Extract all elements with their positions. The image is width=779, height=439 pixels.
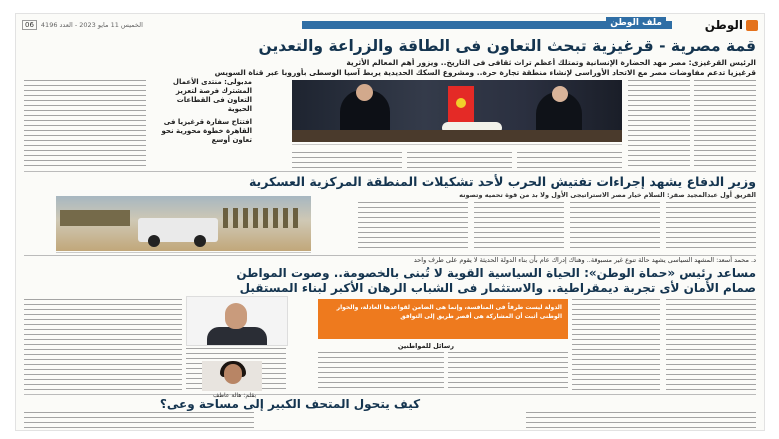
story2-text-column <box>666 202 756 252</box>
story1-text-column <box>517 152 622 170</box>
story3-text-column <box>572 299 660 391</box>
story1-deck-line1: الرئيس القرغيزى: مصر مهد الحضارة الإنسانية وتمتلك أعظم تراث ثقافى فى التاريخ.. ويزور أهم المعالم الأثرية <box>346 58 756 67</box>
military-inspection-photo <box>56 196 311 251</box>
photo-pickup-truck <box>138 218 218 242</box>
page-number: 06 <box>22 20 37 30</box>
portrait-face <box>225 303 247 329</box>
story1-deck-line2: قرغيزيا تدعم مفاوضات مصر مع الاتحاد الأوراسى لإنشاء منطقة تجارة حرة.. ومشروع السكك الحديدية يربط آسيا الوسطى بأوروبا عبر قناة السويس <box>214 68 756 77</box>
logo-text: الوطن <box>704 18 743 32</box>
divider <box>24 394 756 395</box>
story2-deck: الفريق أول عبدالمجيد صقر: السلام خيار مصر الاستراتيجى الأول ولا بد من قوة تحميه وتصونه <box>459 191 756 199</box>
divider <box>24 171 756 172</box>
story4-text-column <box>24 412 254 428</box>
interviewee-portrait <box>186 296 288 346</box>
section-label: ملف الوطن <box>606 17 666 29</box>
story2-text-column <box>474 202 564 252</box>
pull-quote-text: الدولة ليست طرفاً فى المنافسة، وإنما هى الضامن لقواعدها العادلة، والحوار الوطنى أثبت أن المشاركة هى أقصر طريق إلى التوافق <box>336 304 562 320</box>
story2-headline: وزير الدفاع يشهد إجراءات تفتيش الحرب لأحد تشكيلات المنطقة المركزية العسكرية <box>248 174 756 189</box>
story1-text-column <box>407 152 512 170</box>
story3-kicker: د. محمد أسعد: المشهد السياسى يشهد حالة تنوع غير مسبوقة.. وهناك إدراك عام بأن بناء الدولة الحديثة لا يقوم على طرف واحد <box>413 256 756 264</box>
photo-face <box>552 86 568 102</box>
story4-text-column <box>526 412 756 428</box>
story1-text-column <box>628 80 690 168</box>
story3-pull-quote <box>318 299 568 339</box>
story3-text-column <box>24 299 182 391</box>
story3-headline-line2: صمام الأمان لأى تجربة ديمقراطية.. والاستثمار فى الشباب الرهان الأكبر لبناء المستقبل <box>239 281 756 295</box>
sidebar-heading: مدبولى: منتدى الأعمال المشترك فرصة لتعزيز التعاون فى القطاعات الحيوية <box>172 78 252 113</box>
portrait-body <box>207 327 267 346</box>
story3-text-column <box>666 299 756 391</box>
columnist-portrait <box>202 361 262 391</box>
sidebar-heading: افتتاح سفارة قرغيزيا فى القاهرة خطوة محورية نحو تعاون أوسع <box>161 118 252 144</box>
photo-wheel <box>148 235 160 247</box>
photo-caption-lines <box>292 144 622 149</box>
dateline: الخميس 11 مايو 2023 - العدد 4196 <box>40 21 143 29</box>
story1-text-column <box>694 80 756 168</box>
newspaper-logo <box>705 18 758 32</box>
story1-text-column <box>24 80 146 170</box>
summit-photo <box>292 80 622 142</box>
photo-table <box>292 130 622 142</box>
photo-wheel <box>194 235 206 247</box>
story4-author: بقلم: هالة عاطف <box>213 392 256 399</box>
messages-label: رسائل للمواطنين <box>397 342 454 350</box>
newspaper-page <box>16 14 764 430</box>
story4-headline: كيف يتحول المتحف الكبير إلى مساحة وعى؟ <box>159 397 421 411</box>
story3-headline-line1: مساعد رئيس «حماة الوطن»: الحياة السياسية القوية لا تُبنى بالخصومة.. وصوت المواطن <box>236 266 756 280</box>
story2-text-column <box>358 202 468 252</box>
photo-vehicle <box>60 210 130 226</box>
story3-text-column <box>318 352 444 392</box>
logo-mark-icon <box>746 20 758 31</box>
kyrgyz-flag-icon <box>448 86 474 122</box>
portrait-face <box>224 364 242 384</box>
story1-headline: قمة مصرية - قرغيزية تبحث التعاون فى الطاقة والزراعة والتعدين <box>258 37 756 55</box>
story1-text-column <box>292 152 402 170</box>
story3-text-column <box>448 352 568 392</box>
photo-face <box>356 84 373 101</box>
photo-soldiers <box>223 208 303 228</box>
story2-text-column <box>570 202 660 252</box>
story1-sidebar <box>152 78 252 144</box>
